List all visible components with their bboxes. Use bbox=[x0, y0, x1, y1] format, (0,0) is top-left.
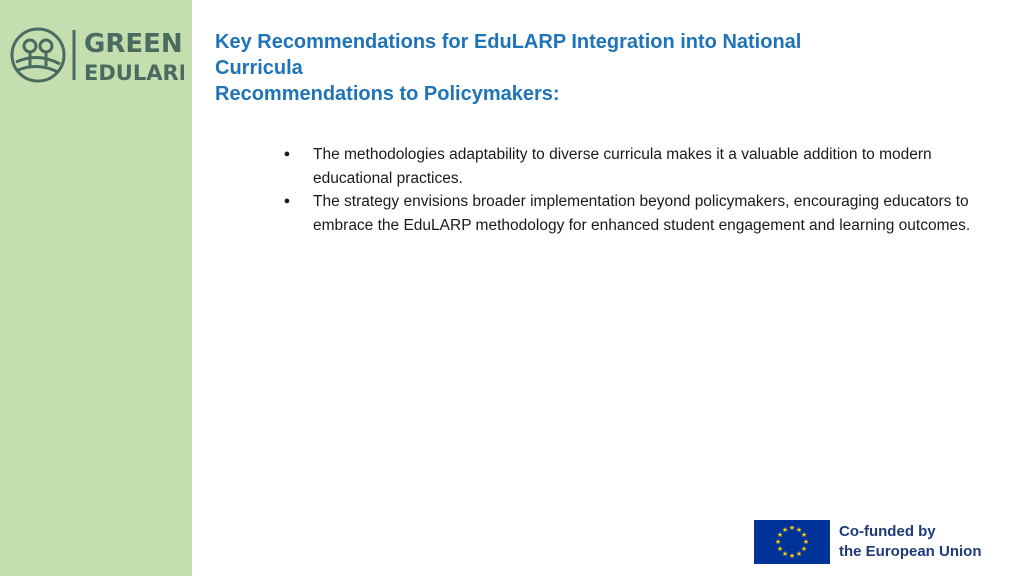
logo-text-edularp: EDULARP bbox=[84, 61, 184, 85]
eu-text-line-2: the European Union bbox=[839, 543, 982, 560]
recommendation-list bbox=[280, 143, 1000, 237]
logo-emblem-icon bbox=[12, 29, 64, 81]
title-line-1: Key Recommendations for EduLARP Integration into National bbox=[215, 31, 802, 53]
green-edularp-logo bbox=[8, 22, 184, 88]
sidebar-panel bbox=[0, 0, 192, 576]
svg-text:★: ★ bbox=[800, 531, 808, 539]
svg-text:★: ★ bbox=[776, 545, 784, 553]
svg-text:★: ★ bbox=[788, 524, 796, 532]
eu-cofunded-badge bbox=[754, 518, 1004, 566]
list-item bbox=[280, 190, 1000, 237]
logo-text-green: GREEN bbox=[84, 29, 183, 59]
title-line-3: Recommendations to Policymakers: bbox=[215, 83, 560, 105]
eu-flag-icon bbox=[754, 520, 830, 564]
svg-text:★: ★ bbox=[781, 526, 789, 534]
svg-text:★: ★ bbox=[774, 538, 782, 546]
title-line-2: Curricula bbox=[215, 57, 303, 79]
svg-text:★: ★ bbox=[776, 531, 784, 539]
eu-text-line-1: Co-funded by bbox=[839, 523, 936, 540]
svg-text:★: ★ bbox=[788, 552, 796, 560]
svg-text:★: ★ bbox=[781, 550, 789, 558]
bullet-text: The strategy envisions broader implementation beyond policymakers, encouraging educators to embrace the EduLARP methodology for enhanced student engagement and learning outcomes. bbox=[313, 193, 971, 234]
svg-text:★: ★ bbox=[795, 526, 803, 534]
svg-text:★: ★ bbox=[800, 545, 808, 553]
eu-cofunded-text bbox=[839, 522, 1009, 562]
svg-text:★: ★ bbox=[802, 538, 810, 546]
slide-title bbox=[215, 29, 995, 107]
bullet-marker: ● bbox=[283, 148, 291, 160]
list-item bbox=[280, 143, 1000, 190]
bullet-marker: ● bbox=[283, 195, 291, 207]
bullet-text: The methodologies adaptability to diverse curricula makes it a valuable addition to modern educational practices. bbox=[313, 146, 932, 187]
svg-text:★: ★ bbox=[795, 550, 803, 558]
